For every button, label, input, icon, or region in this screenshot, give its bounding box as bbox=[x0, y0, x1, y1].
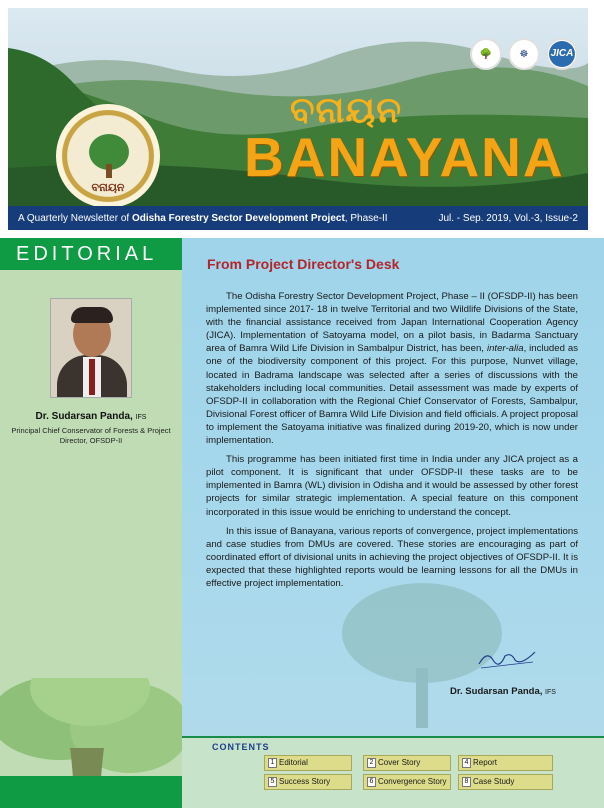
signature-image bbox=[477, 646, 537, 672]
signoff-name: Dr. Sudarsan Panda, IFS bbox=[450, 686, 556, 697]
contents-item[interactable]: 8 Case Study bbox=[458, 774, 553, 790]
contents-item[interactable]: 1 Editorial bbox=[264, 755, 352, 771]
sidebar-footer-bar bbox=[0, 776, 182, 808]
odisha-government-emblem: ☸ bbox=[508, 38, 540, 70]
masthead-banner bbox=[8, 8, 588, 230]
tagline: A Quarterly Newsletter of Odisha Forestry Sector Development Project, Phase-II bbox=[18, 212, 388, 224]
title-odia: ବନାୟନ bbox=[290, 90, 403, 131]
editorial-sidebar bbox=[0, 238, 182, 808]
article-body bbox=[206, 290, 578, 596]
author-photo bbox=[50, 298, 132, 398]
contents-item[interactable]: 4 Report bbox=[458, 755, 553, 771]
paragraph-3: In this issue of Banayana, various reports of convergence, project implementations and case studies from DMUs are covered. These stories are encouraging as part of coordinated effort of divisional units in achieving the project objectives of OFSDP-II. It is expected that these highlighted reports would be learning lessons for all the DMUs in effective project implementation. bbox=[206, 525, 578, 589]
contents-item[interactable]: 5 Success Story bbox=[264, 774, 352, 790]
paragraph-1: The Odisha Forestry Sector Development Project, Phase – II (OFSDP-II) has been implemented since 2017- 18 in twelve Territorial and two Wildlife Divisions of the State, with the financial assistance received from Japan International Cooperation Agency (JICA). Implementation of Satoyama model, on a pilot basis, in Badarma Sanctuary area of Bamra Wild Life Division in Sambalpur District, has been, inter-alia, included as one of the biodiversity component of this project. For this purpose, Nunvet village, located in Badrama landscape was selected after a series of discussions with the stakeholders including local communities. Detail assessment was made by experts of OFSDP-II in collaboration with the Regional Chief Conservator of Forests, Sambalpur, Divisional Forest officer of Bamra Wild Life Division and field officials. A project proposal to implement the Satoyama initiative was finalized during 2019-20, which is now under implementation. bbox=[206, 291, 578, 447]
contents-item[interactable]: 6 Convergence Story bbox=[363, 774, 451, 790]
editorial-heading: EDITORIAL bbox=[0, 238, 182, 270]
issue-info: Jul. - Sep. 2019, Vol.-3, Issue-2 bbox=[438, 212, 578, 224]
author-designation: Principal Chief Conservator of Forests & Project Director, OFSDP-II bbox=[11, 426, 171, 445]
contents-heading: CONTENTS bbox=[212, 742, 270, 752]
contents-panel bbox=[182, 736, 604, 808]
partner-logos bbox=[470, 38, 578, 70]
jica-logo: JICA bbox=[546, 38, 578, 70]
newsletter-tagline-band bbox=[8, 206, 588, 230]
newsletter-title: BANAYANA bbox=[244, 126, 565, 188]
contents-item[interactable]: 2 Cover Story bbox=[363, 755, 451, 771]
banayana-emblem: ବନାୟନ bbox=[56, 104, 160, 208]
forest-department-logo: 🌳 bbox=[470, 38, 502, 70]
article-title: From Project Director's Desk bbox=[207, 256, 400, 272]
editorial-article-panel bbox=[182, 238, 604, 808]
paragraph-2: This programme has been initiated first time in India under any JICA project as a pilot component. It is significant that under OFSDP-II these tasks are to be implemented in Bamra (WL) division in Odisha and it would be assessed by other forest projects for similar strategic implementation. A special feature on this component incorporated in this issue would be enriching to understand the concept. bbox=[206, 454, 578, 518]
author-name: Dr. Sudarsan Panda, IFS bbox=[35, 411, 147, 422]
